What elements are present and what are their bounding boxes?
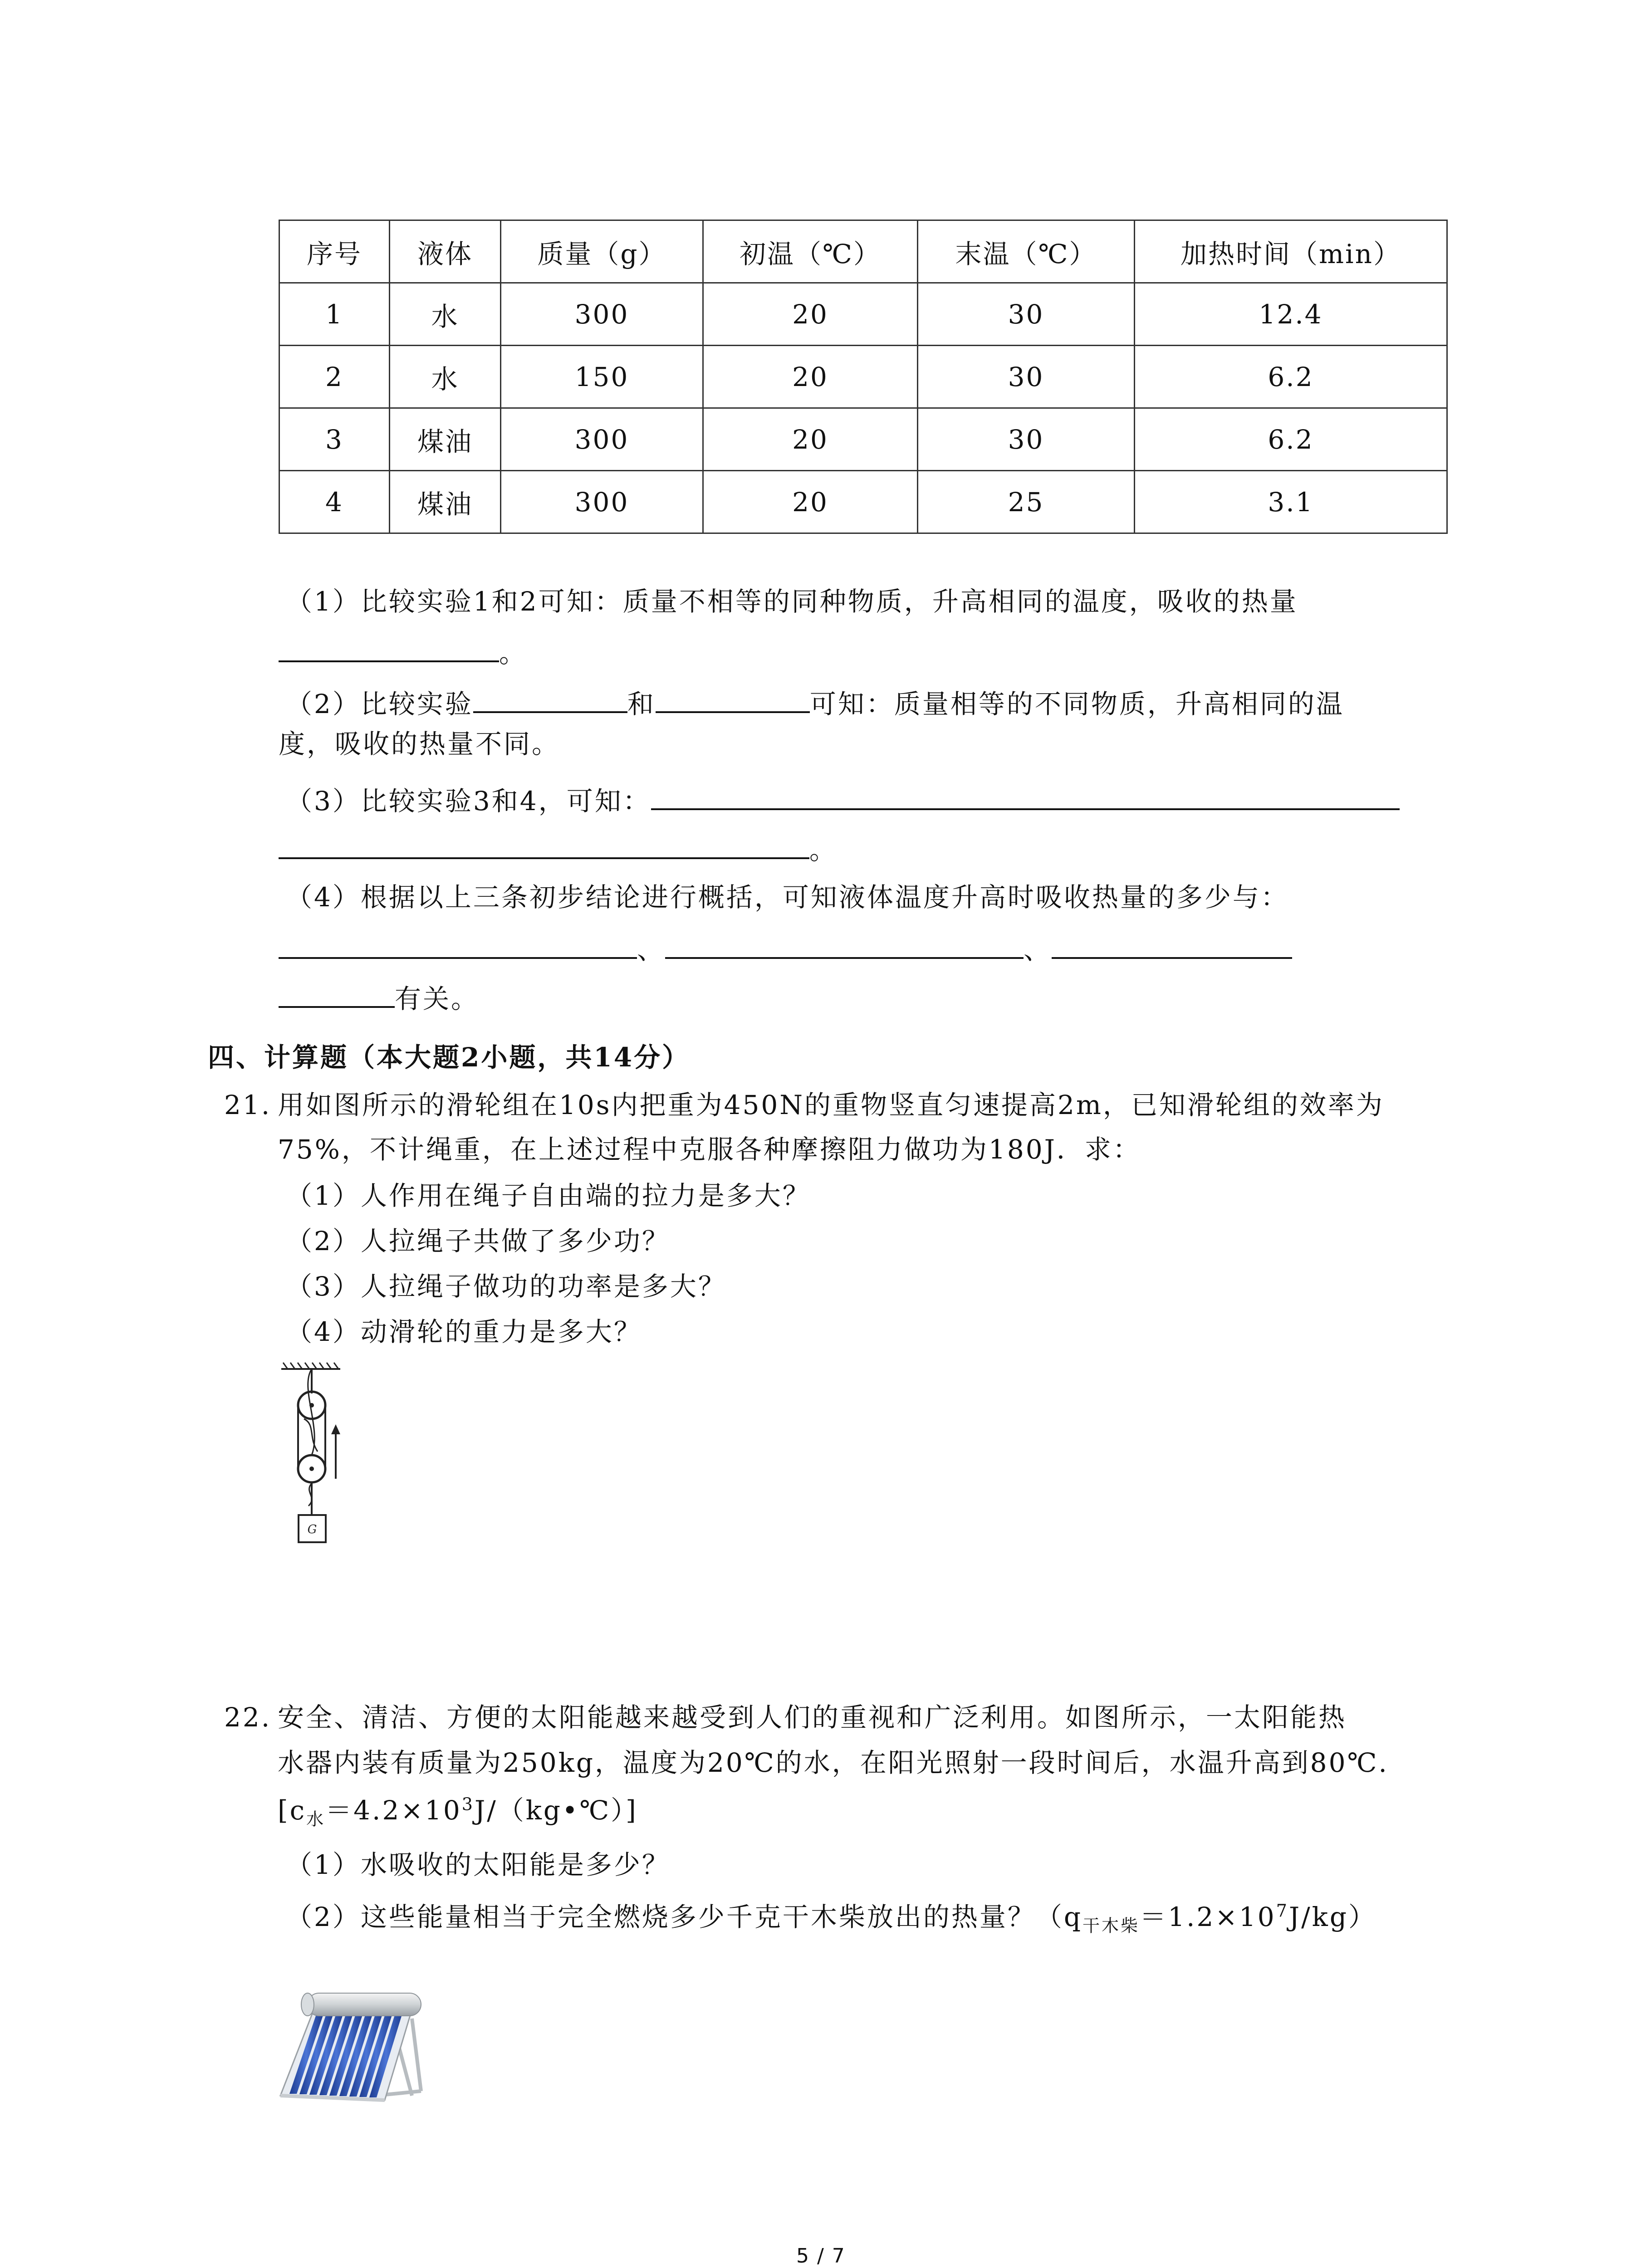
table-cell: 20 <box>703 283 918 346</box>
q21-sub2: （2）人拉绳子共做了多少功？ <box>286 1226 670 1256</box>
solar-heater-image <box>276 1987 457 2109</box>
q22-line2: 水器内装有质量为250kg，温度为20℃的水，在阳光照射一段时间后，水温升高到80℃. <box>278 1747 1389 1778</box>
table-cell: 3.1 <box>1135 471 1447 533</box>
table-cell: 1 <box>279 283 390 346</box>
table-row <box>279 346 1447 408</box>
q21-line2: 75%，不计绳重，在上述过程中克服各种摩擦阻力做功为180J．求： <box>278 1134 1141 1165</box>
table-cell: 煤油 <box>390 408 501 471</box>
table-cell: 20 <box>703 346 918 408</box>
col-header: 末温（℃） <box>918 220 1135 283</box>
table-row <box>279 283 1447 346</box>
q20-part3-answer: 。 <box>279 831 838 866</box>
answer-blank[interactable] <box>279 634 499 662</box>
q22-line3: $[c_水=4.2\times 10^3J/(kg•℃)]$ <box>278 1794 638 1829</box>
table-cell: 300 <box>501 471 703 533</box>
q22-sub1: （1）水吸收的太阳能是多少？ <box>286 1849 670 1880</box>
table-cell: 30 <box>918 283 1135 346</box>
table-cell: 20 <box>703 408 918 471</box>
q20-part1-answer: 。 <box>279 634 527 670</box>
col-header: 序号 <box>279 220 390 283</box>
table-cell: 150 <box>501 346 703 408</box>
q22-sub2: （2）这些能量相当于完全燃烧多少千克干木柴放出的热量？$(q_{干木柴}=1.2\times 10^7J/kg)$ <box>286 1901 1376 1936</box>
col-header: 质量（g） <box>501 220 703 283</box>
table-header-row <box>279 220 1447 283</box>
table-cell: 水 <box>390 283 501 346</box>
col-header: 加热时间（min） <box>1135 220 1447 283</box>
pulley-figure <box>272 1361 354 1579</box>
q20-part4-answers: 、 、 <box>279 931 1292 966</box>
section-heading: 四、计算题（本大题2小题，共14分） <box>208 1042 691 1073</box>
experiment-table <box>279 220 1448 534</box>
q20-part4-end: 有关。 <box>279 980 479 1015</box>
q21-sub3: （3）人拉绳子做功的功率是多大？ <box>286 1271 726 1302</box>
answer-blank[interactable] <box>1052 931 1292 959</box>
table-cell: 6.2 <box>1135 408 1447 471</box>
table-cell: 3 <box>279 408 390 471</box>
q21-sub1: （1）人作用在绳子自由端的拉力是多大？ <box>286 1180 811 1211</box>
q20-part3: （3）比较实验3和4，可知： <box>286 782 1400 817</box>
answer-blank[interactable] <box>279 831 809 859</box>
table-cell: 30 <box>918 408 1135 471</box>
table-cell: 25 <box>918 471 1135 533</box>
table-cell: 30 <box>918 346 1135 408</box>
table-cell: 2 <box>279 346 390 408</box>
answer-blank[interactable] <box>651 782 1400 810</box>
table-cell: 300 <box>501 283 703 346</box>
col-header: 液体 <box>390 220 501 283</box>
table-cell: 水 <box>390 346 501 408</box>
q20-part2: （2）比较实验 和 可知：质量相等的不同物质，升高相同的温 <box>286 685 1344 720</box>
table-row <box>279 471 1447 533</box>
answer-blank[interactable] <box>665 931 1024 959</box>
table-cell: 4 <box>279 471 390 533</box>
table-cell: 12.4 <box>1135 283 1447 346</box>
table-row <box>279 408 1447 471</box>
table-cell: 煤油 <box>390 471 501 533</box>
question-number: 21. <box>224 1090 272 1120</box>
col-header: 初温（℃） <box>703 220 918 283</box>
q20-part1: （1）比较实验1和2可知：质量不相等的同种物质，升高相同的温度，吸收的热量 <box>286 586 1298 617</box>
q22-line1: 安全、清洁、方便的太阳能越来越受到人们的重视和广泛利用。如图所示，一太阳能热 <box>278 1702 1347 1733</box>
q21-sub4: （4）动滑轮的重力是多大？ <box>286 1316 642 1347</box>
answer-blank[interactable] <box>473 685 627 713</box>
table-cell: 6.2 <box>1135 346 1447 408</box>
q21-line1: 用如图所示的滑轮组在10s内把重为450N的重物竖直匀速提高2m，已知滑轮组的效率为 <box>278 1090 1384 1120</box>
page-number: 5 / 7 <box>796 2244 846 2268</box>
q20-part2-cont: 度，吸收的热量不同。 <box>279 728 560 759</box>
question-number: 22. <box>224 1702 272 1733</box>
answer-blank[interactable] <box>656 685 810 713</box>
answer-blank[interactable] <box>279 980 395 1008</box>
table-cell: 300 <box>501 408 703 471</box>
answer-blank[interactable] <box>279 931 637 959</box>
weight-label: G <box>307 1523 317 1536</box>
q20-part4: （4）根据以上三条初步结论进行概括，可知液体温度升高时吸收热量的多少与： <box>286 882 1289 913</box>
table-cell: 20 <box>703 471 918 533</box>
